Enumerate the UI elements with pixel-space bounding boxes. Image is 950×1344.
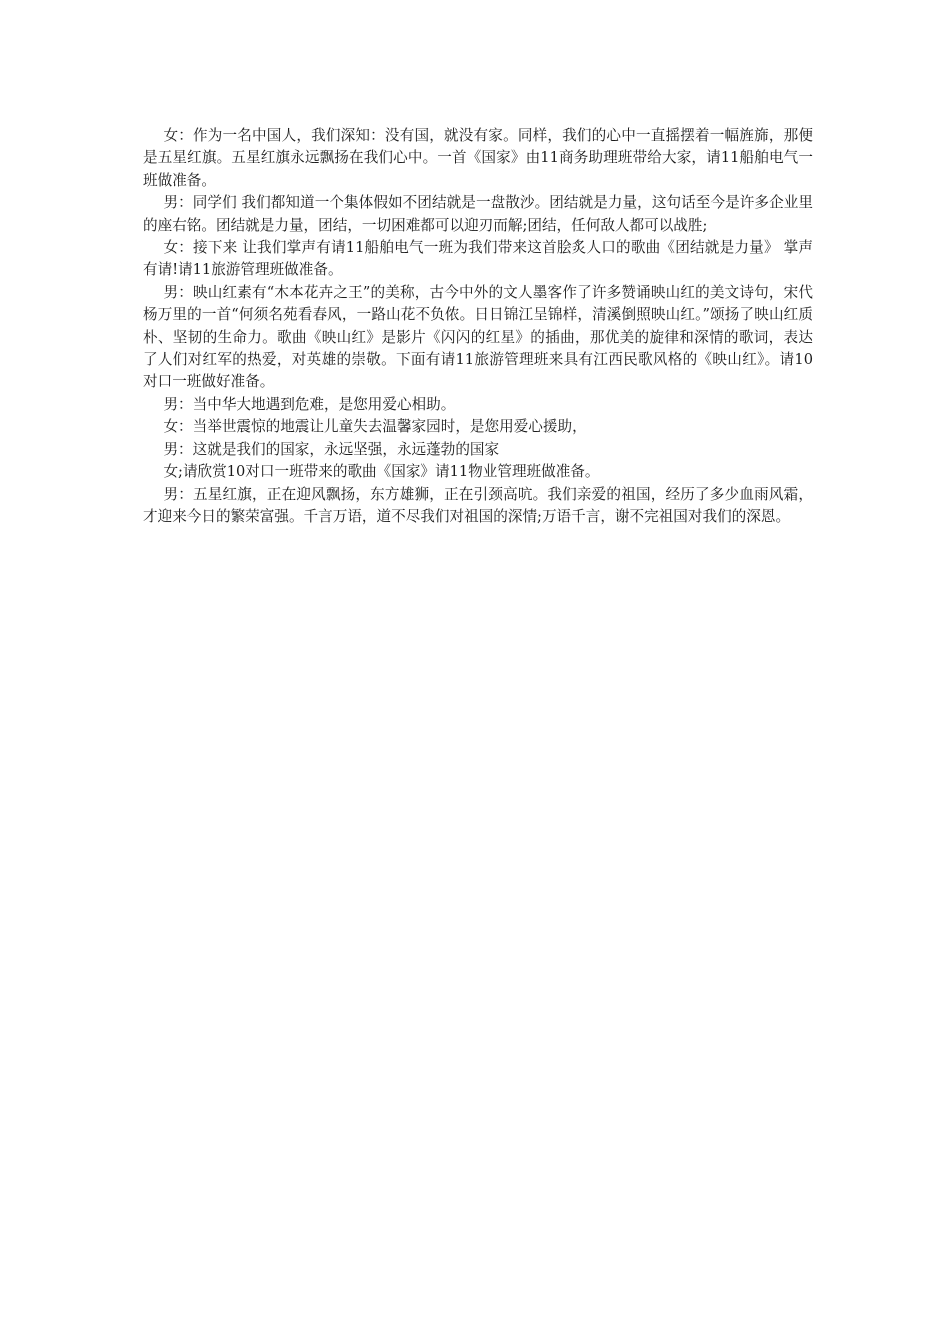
paragraph-1: 女：作为一名中国人，我们深知：没有国，就没有家。同样，我们的心中一直摇摆着一幅旌旆，那便是五星红旗。五星红旗永远飘扬在我们心中。一首《国家》由11商务助理班带给大家，请11船舶电气一班做准备。 [143,127,813,189]
paragraph-2: 男：同学们 我们都知道一个集体假如不团结就是一盘散沙。团结就是力量，这句话至今是许多企业里的座右铭。团结就是力量，团结，一切困难都可以迎刃而解;团结，任何敌人都可以战胜; [143,194,813,234]
paragraph-3: 女：接下来 让我们掌声有请11船舶电气一班为我们带来这首脍炙人口的歌曲《团结就是力量》 掌声 有请!请11旅游管理班做准备。 [143,239,813,279]
paragraph-4: 男：映山红素有“木本花卉之王”的美称，古今中外的文人墨客作了许多赞诵映山红的美文诗句，宋代杨万里的一首“何须名苑看春风，一路山花不负侬。日日锦江呈锦样，清溪倒照映山红。”颂扬了映山红质朴、坚韧的生命力。歌曲《映山红》是影片《闪闪的红星》的插曲，那优美的旋律和深情的歌词，表达了人们对红军的热爱，对英雄的崇敬。下面有请11旅游管理班来具有江西民歌风格的《映山红》。请10对口一班做好准备。 [143,283,813,391]
document-body [143,125,813,528]
paragraph-5: 男：当中华大地遇到危难，是您用爱心相助。 [163,395,456,413]
paragraph-7: 男：这就是我们的国家，永远坚强，永远蓬勃的国家 [163,440,500,458]
paragraph-9: 男：五星红旗，正在迎风飘扬，东方雄狮，正在引颈高吭。我们亲爱的祖国，经历了多少血雨风霜，才迎来今日的繁荣富强。千言万语，道不尽我们对祖国的深情;万语千言，谢不完祖国对我们的深恩。 [143,485,813,525]
paragraph-6: 女：当举世震惊的地震让儿童失去温馨家园时，是您用爱心援助， [163,418,587,436]
paragraph-8: 女;请欣赏10对口一班带来的歌曲《国家》请11物业管理班做准备。 [163,463,600,481]
